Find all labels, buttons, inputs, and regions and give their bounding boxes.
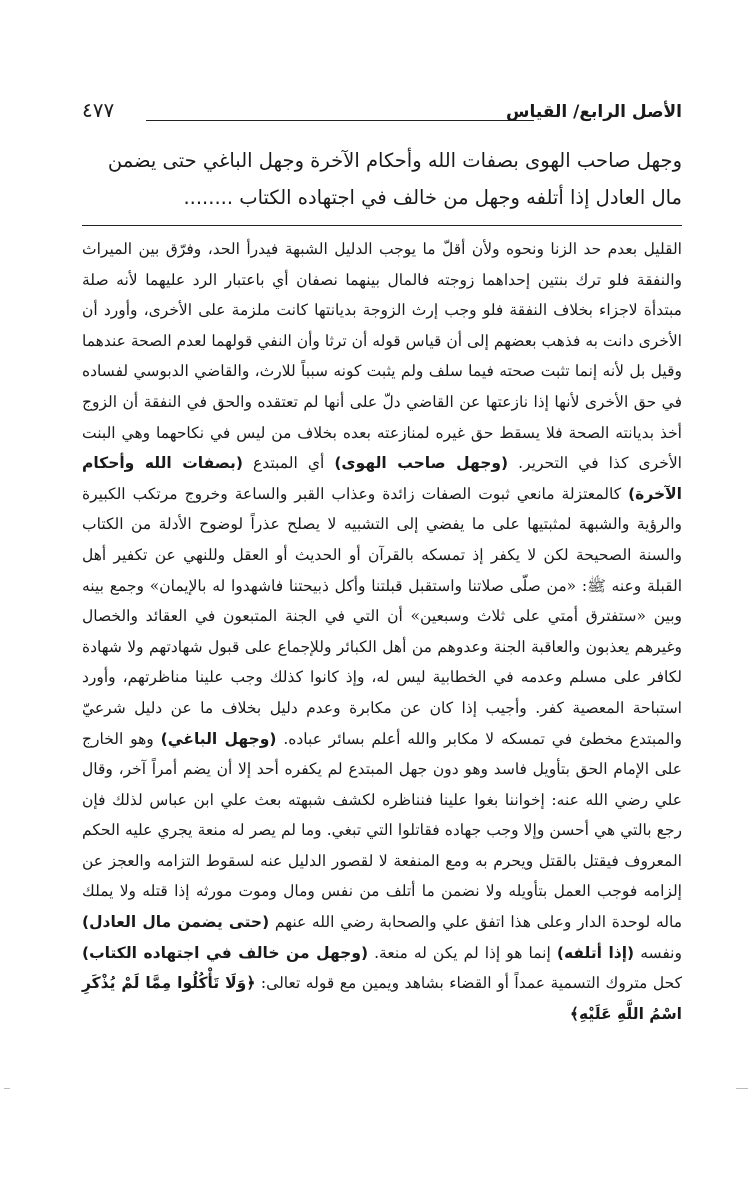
quoted-matn: (وجهل من خالف في اجتهاده الكتاب) <box>82 943 369 962</box>
quoted-matn: (وجهل الباغي) <box>160 729 277 748</box>
commentary-segment: إنما هو إذا لم يكن له منعة. <box>374 943 551 962</box>
matn-line: وجهل صاحب الهوى بصفات الله وأحكام الآخرة وجهل الباغي حتى يضمن <box>107 149 682 172</box>
commentary-segment: ونفسه <box>640 943 682 962</box>
matn-line-text: مال العادل إذا أتلفه وجهل من خالف في اجتهاده الكتاب <box>239 186 682 209</box>
matn-text <box>82 142 682 216</box>
page-number: ٤٧٧ <box>82 98 115 122</box>
commentary-segment: القليل بعدم حد الزنا ونحوه ولأن أقلّ ما يوجب الدليل الشبهة فيدرأ الحد، وفرّق بين الميراث والنفقة فلو ترك بنتين إحداهما زوجته فالمال بينهما نصفان أي باعتبار الرد عليهما لأنه صلة مبتدأة لاجزاء بخلاف النفقة فلو وجب إرث الزوجة بديانتها كانت ملزمة على الأخرى، وأورد أن الأخرى دانت به فذهب بعضهم إلى أن قياس قوله أن ترثا وأن النفي قولهما لعدم الصحة عندهما وقيل بل لأنه إنما تثبت صحته فيما سلف ولم يثبت كونه سبباً للارث، والقاضي الدبوسي لفساده في حق الأخرى لأنها إذا نازعتها عن القاضي دلّ على أنها لم تعتقده والحق في النفقة أن الزوج أخذ بديانته الصحة فلا يسقط حق غيره لمنازعته بعده بخلاف من ليس في نكاحهما وهي البنت الأخرى كذا في التحرير. <box>82 240 682 473</box>
header-rule <box>146 120 534 121</box>
quoted-matn: (بصفات الله وأحكام الآخرة) <box>82 454 682 503</box>
margin-mark <box>4 1088 10 1089</box>
commentary-text <box>82 234 682 1029</box>
quoted-matn: (حتى يضمن مال العادل) <box>82 913 270 932</box>
quoted-matn: (إذا أتلفه) <box>556 943 635 962</box>
matn-separator <box>82 225 682 226</box>
commentary-segment: وهو الخارج على الإمام الحق بتأويل فاسد وهو دون جهل المبتدع لم يكفره أحد إلا أن يضم أمراً آخر، وقال علي رضي الله عنه: إخواننا بغوا علينا فنناظره لكشف شبهته بعث علي ابن عباس لذلك فإن رجع بالتي هي أحسن وإلا وجب جهاده فقاتلوا التي تبغي. وما لم يصر له منعة يجري عليه الحكم المعروف فيقتل بالقتل ويحرم به ومع المنفعة لا لقصور الدليل عنه لسقوط التزامه والعجز عن إلزامه فوجب العمل بتأويله ولا نضمن ما أتلف من نفس ومال وموت مورثه إذا قتله ولا يملك ماله لوحدة الدار وعلى هذا اتفق علي والصحابة رضي الله عنهم <box>82 729 683 932</box>
ellipsis-dots: ........ <box>183 186 234 209</box>
commentary-segment: كالمعتزلة مانعي ثبوت الصفات زائدة وعذاب القبر والساعة وخروج مرتكب الكبيرة والرؤية والشبهة لمثبتيها على ما يفضي إلى التشبيه لا يصلح عذراً لوضوح الأدلة من الكتاب والسنة الصحيحة لكن لا يكفر إذ تمسكه بالقرآن أو الحديث أو العقل وللنهي عن تكفير أهل القبلة وعنه ﷺ: «من صلّى صلاتنا واستقبل قبلتنا وأكل ذبيحتنا فاشهدوا له بالإيمان» وجمع بينه وبين «ستفترق أمتي على ثلاث وسبعين» أن التي في الجنة المتبعون في العقائد والخصال وغيرهم يعذبون والعاقبة الجنة وعدوهم من أهل الكبائر وللإجماع على قبول شهادتهم ولا شهادة لكافر على مسلم وعدمه في الخطابية ليس له، وإذ كانوا كذلك وجب علينا مناظرتهم، وأورد استباحة المعصية كفر. وأجيب إذا كان عن مكابرة وعدم دليل بخلاف ما عن دليل شرعيّ والمبتدع مخطئ في تمسكه لا مكابر والله أعلم بسائر عباده. <box>82 484 682 748</box>
commentary-segment: كحل متروك التسمية عمداً أو القضاء بشاهد ويمين مع قوله تعالى: <box>260 974 682 993</box>
running-head <box>82 98 682 134</box>
quran-verse: ﴿وَلَا تَأْكُلُوا مِمَّا لَمْ يُذْكَرِ اسْمُ اللَّهِ عَلَيْهِ﴾ <box>82 974 682 1023</box>
running-title: الأصل الرابع/ القياس <box>506 102 682 122</box>
matn-line <box>82 179 682 216</box>
quoted-matn: (وجهل صاحب الهوى) <box>334 454 509 473</box>
commentary-block <box>82 234 682 1029</box>
margin-mark <box>736 1088 748 1089</box>
commentary-segment: أي المبتدع <box>253 454 325 473</box>
